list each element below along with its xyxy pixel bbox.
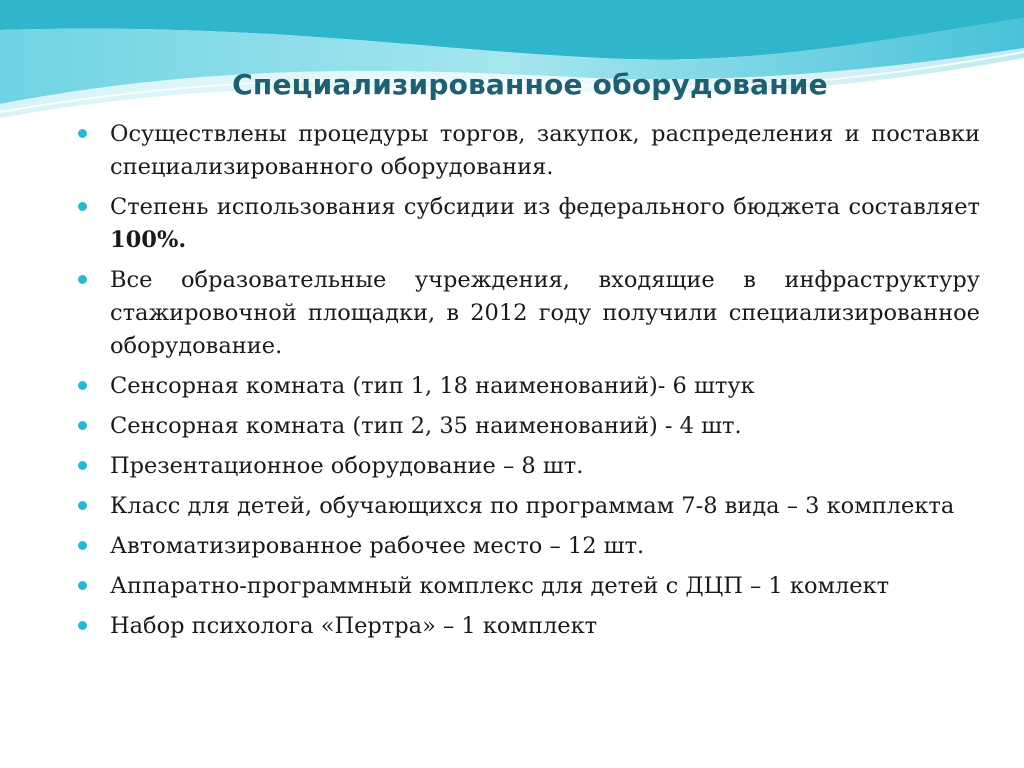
bullet-item — [110, 490, 980, 530]
bullet-text: Класс для детей, обучающихся по программам 7-8 вида – 3 комплекта — [110, 493, 955, 519]
bullet-bold-value: 100%. — [110, 227, 187, 253]
bullet-text: Автоматизированное рабочее место – 12 шт. — [110, 533, 645, 559]
bullet-item — [110, 610, 980, 650]
bullet-item — [110, 264, 980, 370]
bullet-dot-icon — [78, 621, 87, 630]
bullet-text: Все образовательные учреждения, входящие в инфраструктуру стажировочной площадки, в 2012 году получили специализированное оборудование. — [110, 267, 980, 359]
bullet-text: Степень использования субсидии из федерального бюджета составляет — [110, 194, 980, 220]
bullet-item — [110, 118, 980, 191]
bullet-item — [110, 370, 980, 410]
bullet-dot-icon — [78, 202, 87, 211]
bullet-text: Сенсорная комната (тип 1, 18 наименований)- 6 штук — [110, 373, 755, 399]
bullet-dot-icon — [78, 421, 87, 430]
slide-title: Специализированное оборудование — [232, 68, 828, 101]
bullet-text: Аппаратно-программный комплекс для детей с ДЦП – 1 комлект — [110, 573, 890, 599]
bullet-dot-icon — [78, 581, 87, 590]
bullet-dot-icon — [78, 501, 87, 510]
bullet-item — [110, 410, 980, 450]
bullet-text: Набор психолога «Пертра» – 1 комплект — [110, 613, 598, 639]
bullet-text: Осуществлены процедуры торгов, закупок, распределения и поставки специализированного оборудования. — [110, 121, 980, 180]
bullet-item — [110, 530, 980, 570]
bullet-dot-icon — [78, 381, 87, 390]
bullet-text: Сенсорная комната (тип 2, 35 наименований) - 4 шт. — [110, 413, 742, 439]
bullet-list — [0, 118, 1024, 650]
bullet-dot-icon — [78, 275, 87, 284]
bullet-dot-icon — [78, 461, 87, 470]
bullet-dot-icon — [78, 541, 87, 550]
bullet-dot-icon — [78, 129, 87, 138]
bullet-item — [110, 191, 980, 264]
bullet-item — [110, 570, 980, 610]
bullet-item — [110, 450, 980, 490]
bullet-text: Презентационное оборудование – 8 шт. — [110, 453, 584, 479]
